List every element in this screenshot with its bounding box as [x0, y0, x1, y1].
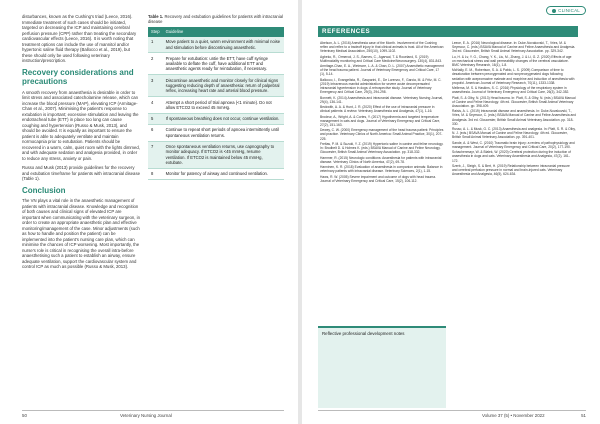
table-cell-guideline: Continue to repeat short periods of apnoea intermittently until spontaneous ventilation returns. — [163, 124, 284, 141]
journal-name: Veterinary Nursing Journal — [120, 413, 172, 418]
table-caption-text: Recovery and extubation guidelines for patients with intracranial disease — [148, 14, 283, 25]
table-row — [148, 97, 284, 114]
reference-entry: Schachenmayr, W. & Bialek, W. (2020) Cerebral protection during the induction of anaesthesia in dogs and cats. Veterinary Anaesthesia and Analgesia, 47(2), 161-172. — [452, 150, 571, 163]
table-cell-guideline: Prepare for extubation: untie the ETT, have cuff syringe available to deflate the cuff, have additional ETT and anaesthetic agents ready for reintubation, if necessary. — [163, 53, 284, 75]
table-cell-guideline: Move patient to a quiet, warm environment with minimal noise and stimulation before discontinuing anaesthetic. — [163, 37, 284, 53]
reference-entry: Bonnett, K. (2014) Anaesthesia and intracranial disease. Veterinary Nursing Journal, 29(4), 136-141. — [320, 95, 443, 104]
table-header-guideline: Guideline — [163, 27, 284, 36]
reference-entry: Ballocco, I., Evangelista, R., Gasparini, E., De Lorenzo, F., Garcia, M. & Fritz, M. C. (2019) Intravenous manitol administration for severe acute decompensated intracranial hypertension in dogs: A retrospective study. Journal of Veterinary Emergency and Critical Care, 29(3), 294-298. — [320, 77, 442, 95]
table-row — [148, 37, 284, 53]
footer-rule-right — [318, 410, 586, 411]
issue-info: Volume 37 (5) • November 2022 — [482, 413, 545, 418]
page-number-left: 50 — [22, 413, 27, 418]
references-column-b — [452, 41, 576, 178]
table-cell-step: 5 — [148, 113, 163, 124]
badge-dot-icon — [552, 9, 556, 13]
reflective-notes-title: Reflective professional development notes — [322, 331, 405, 336]
badge-label: CLINICAL — [558, 8, 580, 13]
reference-entry: Sande, A. & West, C. (2010) Traumatic brain injury: a review of pathophysiology and management. Journal of Veterinary Emergency and Critical Care, 20(2), 177-190. — [452, 140, 575, 149]
reference-entry: Leece, E. A. (2016) Neurological disease. In: Duke-Novakovski, T., Vries, M. & Seymour, C. (eds.) BSAVA Manual of Canine and Feline Anaesthesia and Analgesia. 3rd ed. Gloucester, British Small Animal Veterinary Association. pp. 329-342. — [452, 41, 576, 54]
guidelines-table — [148, 27, 284, 180]
section-badge — [546, 6, 586, 15]
reference-entry: Dewey, C. W. (2000) Emergency management of the head trauma patient: Principles and practice. Veterinary Clinics of North America: Small Animal Practice, 30(1), 207-225. — [320, 128, 444, 141]
conclusion-heading: Conclusion — [22, 185, 66, 195]
left-column-a — [22, 14, 140, 274]
reference-entry: Beckwith, A. A. & Hunt, J. R. (2020) Effect of the use of intracranial pressure in clinical patients: A review. Veterinary Anaesthesia and Analgesia, 47(1), 1-16. — [320, 105, 435, 114]
table-cell-step: 4 — [148, 97, 163, 114]
table-cell-guideline: Attempt a short period of trial apnoea (<1 minute). Do not allow ETCO2 to exceed 45 mmHg. — [163, 97, 284, 114]
table-cell-step: 8 — [148, 168, 163, 179]
reference-entry: Freitas, P. M. & Suzuki, Y. Z. (2019) Hypertonic saline in canine and feline neurology. In: Brodbelt D. & Holmes K. (eds.) BSAVA Manual of Canine and Feline Neurology. Gloucester, British Small Animal Veterinary Association. pp. 318-332. — [320, 141, 444, 155]
recovery-paragraph: A smooth recovery from anaesthesia is desirable in order to limit stress and associated catecholamine release, which can increase the blood pressure (MAP), elevating ICP (Armitage-Chan et al., 2007). Minimising the patient's response to extubation is important; excessive stimulation and leaving the endotracheal tube (ETT) in place too long can cause coughing and hypertension (Russo & Musk, 2013), and should be avoided. It is equally as important to ensure the patient is able to adequately ventilate and maintain normocapnia prior to extubation. Patients should be recovered in a warm, calm, quiet room with the lights dimmed, and with adequate sedation and analgesia provided, in order to reduce any stress, anxiety or pain. — [22, 89, 140, 161]
table-header-step: Step — [148, 27, 163, 36]
table-cell-step: 1 — [148, 37, 163, 53]
guidelines-paragraph: Russo and Musk (2013) provide guidelines for the recovery and extubation timeframe for patients with intracranial disease (Table 1). — [22, 165, 140, 181]
reflective-notes-box[interactable] — [318, 326, 446, 408]
table-row — [148, 141, 284, 168]
table-caption — [148, 14, 284, 24]
table-cell-guideline: If spontaneous breathing does not occur, continue ventilation. — [163, 113, 284, 124]
table-cell-step: 3 — [148, 75, 163, 97]
table-row — [148, 53, 284, 75]
table-row — [148, 124, 284, 141]
table-caption-label: Table 1. — [148, 14, 164, 19]
reference-entry: McNally, E. M., Robertson, S. A. & Pablo, L. S. (2009) Comparison of time to desaturation between preoxygenated and nonpreoxygenated dogs following sedation with acepromazine maleate and morphine and induction of anesthesia with propofol. American Journal of Veterinary Research, 70(11), 1333-1338. — [452, 68, 575, 85]
reference-entry: Brodeur, A., Wright, A. & Cortes, Y. (2017) Hypothermia and targeted temperature management in cats and dogs. Journal of Veterinary Emergency and Critical Care, 27(2), 151-163. — [320, 114, 441, 127]
left-page — [0, 0, 298, 424]
footer-rule-left — [22, 410, 284, 411]
conclusion-paragraph: The VN plays a vital role in the anaesthetic management of patients with intracranial disease. Knowledge and recognition of both causes and clinical signs of elevated ICP are important when communicating with the veterinary surgeon, in order to create an appropriate anaesthetic plan and effective monitoring/management of the case. Minor adjustments (such as how to handle and position the patient) can be implemented into the patient's nursing care plan, which can minimise the chances of ICP worsening. Most importantly, the nurse's role is critical in recognising the overall intra-before anaesthetising such a patient to establish an airway, ensure adequate ventilation, support the cardiovascular system and control ICP as much as possible (Russo & Musk, 2013). — [22, 198, 140, 269]
table-cell-step: 7 — [148, 141, 163, 168]
table-row — [148, 113, 284, 124]
reference-entry: Haws, R. W. (2005) Severe impairment and outcome of dogs with head trauma. Journal of Veterinary Emergency and Critical Care, 15(2), 106-112. — [320, 174, 436, 183]
table-header-row — [148, 27, 284, 36]
table-body — [148, 37, 284, 180]
intro-paragraph: disturbances, known as the Cushing's triad (Leece, 2016). Immediate treatment of such cases should be initiated, targeted on decreasing the ICP and maintaining cerebral perfusion pressure (CPP) rather than treating the secondary cardiovascular effects (Leece, 2016). It is worth noting that treatment options can include the use of mannitol and/or hypertonic saline fluid therapy (Ballocco et al., 2019), but these should only be used following veterinary instruction/prescription. — [22, 14, 137, 63]
left-column-b — [148, 14, 284, 180]
table-cell-guideline: Monitor for patency of airway and continued ventilation. — [163, 168, 284, 179]
reference-entry: Armitage-Chan, E. A., Wetmore, L. A. & Chan, D. L. (2007) Anaesthetic management of the head trauma patient. Journal of Veterinary Emergency and Critical Care, 17 (1), 5-14. — [320, 64, 444, 77]
table-cell-step: 2 — [148, 53, 163, 75]
reference-entry: Lu, H. & Lv, Y. G., Chang, Y. K., Liu, M., Zhang, J. & Li, G. Z. (2020) Effects of age on mechanical stress and wall permeability changes of the cerebral vasculature. BMC Veterinary Research, 16(1), 1-8. — [452, 54, 572, 67]
reference-entry: Platt, S. & Olby, N. (2013) Head trauma. In: Platt, S. & Olby, N. (eds.) BSAVA Manual of Canine and Feline Neurology. 4th ed. Gloucester, British Small Animal Veterinary Association. pp. 398-409. — [452, 95, 576, 108]
table-cell-guideline: Once spontaneous ventilation returns, use capnography to monitor adequacy. If ETCO2 is <45 mmHg, resume ventilation. If ETCO2 is maintained below 45 mmHg, extubate. — [163, 141, 284, 168]
reference-entry: Raisis, A. L. (2019) Intracranial disease and anaesthesia. In: Duke-Novakovski, T., Vries, M. & Seymour, C. (eds.) BSAVA Manual of Canine and Feline Anaesthesia and Analgesia. 3rd ed. Gloucester, British Small Animal Veterinary Association. pp. 318-330. — [452, 109, 577, 126]
reference-entry: Hammer, R. (2015) Neurologic conditions: Anaesthesia for patients with intracranial disease. Veterinary Clinics of North America, 47(2), 69-78. — [320, 155, 442, 164]
page-number-right: 51 — [581, 413, 586, 418]
reference-entry: Agbeko, R., Ormerod, J. S., Barnes, C., Agarwal, T. & Roueland, S. (2019) Multimodality monitoring and Critical Care Medicine/Neurosurgery. 130(4), 831-843. — [320, 54, 442, 63]
right-page — [302, 0, 600, 424]
reference-entry: Russo, A. L. & Musk, G. C. (2013) Anaesthesia and analgesia. In: Platt, S. R. & Olby, N. J. (eds.) BSAVA Manual of Canine and Feline Neurology. 4th ed. Gloucester, British Small Animal Veterinary Association. pp. 391-401. — [452, 127, 576, 140]
reference-entry: Mellema, M. S. & Haskins, S. C. (2016) Physiology of the respiratory system in anaesthesia. Journal of Veterinary Emergency and Critical Care, 26(3), 342-352. — [452, 86, 570, 95]
table-row — [148, 168, 284, 179]
reference-entry: Hanninen, K. R. (2018) Evaluation of anaesthesia in companion animals: Balance in veterinary patients with intracranial disease. Veterinary Sciences, 2(1), 1-15. — [320, 165, 443, 174]
recovery-heading: Recovery considerations and precautions — [22, 67, 134, 86]
table-cell-step: 6 — [148, 124, 163, 141]
reference-entry: Szerb, J., Sleigh, S. & Bert, H. (2019) Relationship between intracranial pressure and cerebral perfusion pressure in normal and brain-injured cats. Veterinary Anaesthesia and Analgesia, 46(5), 624-634. — [452, 163, 570, 177]
references-column-a — [320, 41, 444, 184]
reference-entry: Abelson, A. L. (2016) Anesthesia case of the Month. Involvement of the Cushing reflex and reflex to a tradeoff injury in that clinical animals is trust. All of the American Veterinary Medical Association, 250(10), 1099-1102. — [320, 41, 444, 54]
table-cell-guideline: Discontinue anaesthetic and monitor closely for clinical signs suggesting reducing depth of anaesthesia: return of palpebral reflex, increasing heart rate and arterial blood pressure. — [163, 75, 284, 97]
table-row — [148, 75, 284, 97]
references-banner: REFERENCES — [318, 26, 578, 37]
